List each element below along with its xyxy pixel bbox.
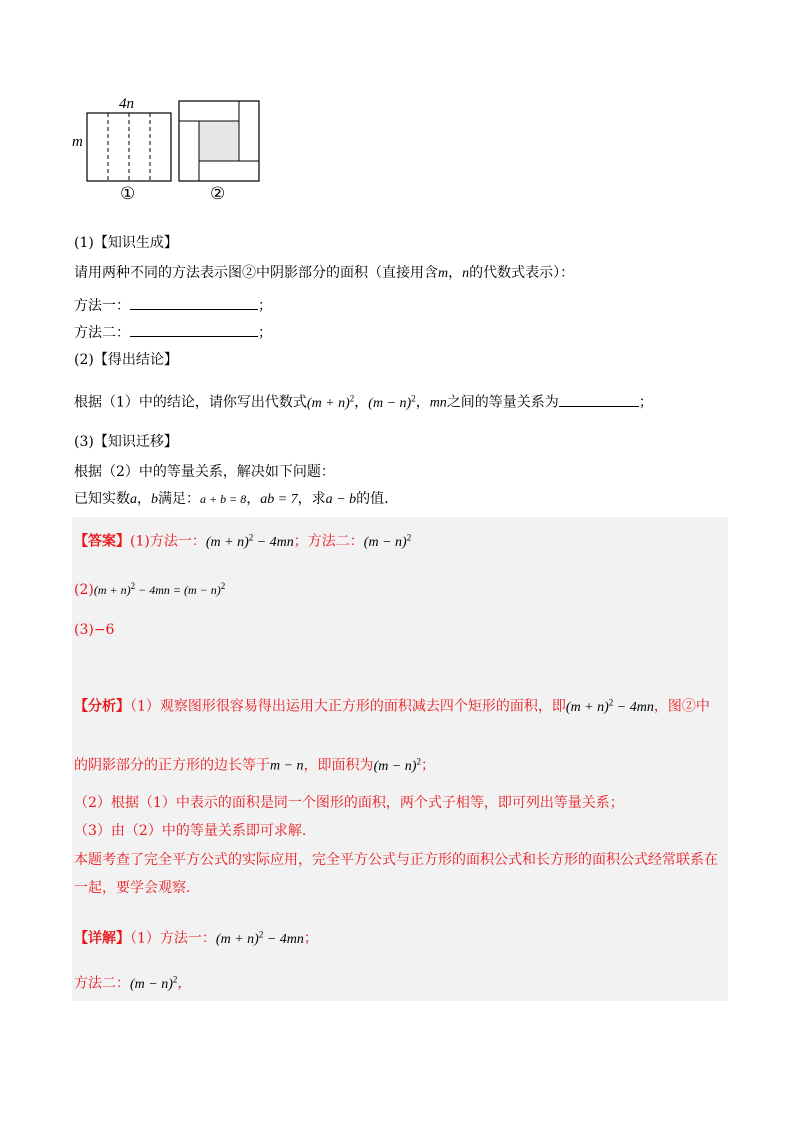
q3-condition1: a + b = 8	[200, 492, 247, 506]
q2-expr3: mn	[429, 395, 447, 411]
detail-line2-end: ，	[177, 975, 192, 992]
q2-text	[74, 389, 653, 413]
analysis-line2-expr2: $(m - n)^2$	[373, 756, 421, 774]
q1-prompt-text: 请用两种不同的方法表示图②中阴影部分的面积（直接用含	[74, 265, 438, 281]
q2-sep2: ，	[415, 394, 430, 411]
analysis-line2	[74, 752, 435, 776]
analysis-line2-mid: ，即面积为	[303, 757, 374, 774]
q2-header: (2)【得出结论】	[74, 352, 178, 368]
q1-prompt	[74, 264, 574, 283]
q3-var-a: a	[130, 492, 137, 507]
q1-prompt-tail: 的代数式表示）：	[469, 265, 575, 281]
analysis-tag: 【分析】	[74, 698, 130, 715]
q3-condition-lead: 满足：	[158, 491, 200, 507]
figure1-side-label: m	[72, 134, 83, 150]
analysis-line2-end: ；	[420, 757, 435, 774]
answer-tag: 【答案】	[74, 533, 130, 550]
answer1-expr2: $(m - n)^2$	[363, 532, 412, 550]
method1-blank[interactable]	[130, 296, 258, 310]
q2-sep1: ，	[354, 394, 369, 411]
q3-var-b: b	[151, 492, 158, 507]
q3-line2	[74, 490, 389, 509]
q2-text-tail: 之间的等量关系为	[446, 394, 559, 411]
q2-blank[interactable]	[559, 393, 639, 407]
answer1-mid: ；方法二：	[293, 533, 364, 550]
answer1-prefix: (1)方法一：	[130, 533, 206, 550]
analysis-line4: （3）由（2）中的等量关系即可求解.	[74, 823, 307, 839]
method2-blank[interactable]	[130, 323, 258, 337]
q1-var-n: n	[462, 266, 470, 281]
method2-label: 方法二：	[74, 325, 130, 341]
q2-expr2: $(m - n)^2$	[368, 393, 416, 411]
figure1-top-label: 4n	[119, 96, 134, 112]
answer-line1	[74, 528, 411, 552]
figure2-square	[178, 100, 260, 182]
analysis-line2-expr: m − n	[270, 758, 304, 774]
q3-comma2: ，	[246, 491, 261, 507]
detail-line1-expr: $(m + n)^2 - 4mn$	[215, 929, 304, 947]
analysis-line1-tail: ，图②中	[653, 698, 710, 715]
q3-header: (3)【知识迁移】	[74, 434, 178, 450]
method2-end: ；	[258, 325, 272, 341]
detail-line1-end: ；	[303, 930, 318, 947]
answer1-expr1: $(m + n)^2 - 4mn$	[205, 532, 294, 550]
answer2-prefix: (2)	[74, 582, 94, 598]
answer-line2	[74, 577, 225, 599]
detail-line2	[74, 970, 191, 994]
q3-tail: 的值.	[356, 491, 389, 507]
detail-line2-text: 方法二：	[74, 975, 130, 992]
answer2-expr: $(m + n)^2 - 4mn = (m - n)^2$	[93, 581, 226, 597]
analysis-line2-text: 的阴影部分的正方形的边长等于	[74, 757, 270, 774]
q1-header: (1)【知识生成】	[74, 235, 178, 251]
q3-comma1: ，	[137, 491, 151, 507]
answer-line3: (3)−6	[74, 622, 115, 638]
analysis-line3: （2）根据（1）中表示的面积是同一个图形的面积，两个式子相等，即可列出等量关系；	[74, 795, 624, 811]
q3-target: a − b	[325, 492, 357, 507]
figure2-caption: ②	[210, 184, 226, 204]
q1-sep: ，	[448, 265, 463, 281]
figure1-rectangle	[86, 112, 172, 182]
q2-text-lead: 根据（1）中的结论，请你写出代数式	[74, 394, 307, 411]
q2-end: ；	[638, 394, 653, 411]
q3-condition2: ab = 7	[260, 492, 298, 507]
method1-end: ；	[258, 298, 272, 314]
q2-expr1: $(m + n)^2$	[306, 393, 355, 411]
detail-tag: 【详解】	[74, 930, 130, 947]
analysis-line1-expr: $(m + n)^2 - 4mn$	[565, 697, 654, 715]
q1-method2	[74, 323, 272, 342]
detail-line2-expr: $(m - n)^2$	[130, 974, 178, 992]
analysis-line5: 本题考查了完全平方公式的实际应用，完全平方公式与正方形的面积公式和长方形的面积公式经常联系在	[74, 852, 718, 868]
analysis-line1-text: （1）观察图形很容易得出运用大正方形的面积减去四个矩形的面积，即	[130, 698, 566, 715]
analysis-line1	[74, 693, 710, 717]
q3-ask: ，求	[297, 491, 326, 507]
figure1-caption: ①	[120, 184, 136, 204]
q3-line1: 根据（2）中的等量关系，解决如下问题：	[74, 464, 335, 480]
q1-method1	[74, 296, 272, 315]
q3-lead: 已知实数	[74, 491, 130, 507]
q1-var-m: m	[438, 266, 449, 281]
method1-label: 方法一：	[74, 298, 130, 314]
detail-line1-text: （1）方法一：	[130, 930, 216, 947]
detail-line1	[74, 925, 318, 949]
analysis-line6: 一起，要学会观察.	[74, 880, 191, 896]
